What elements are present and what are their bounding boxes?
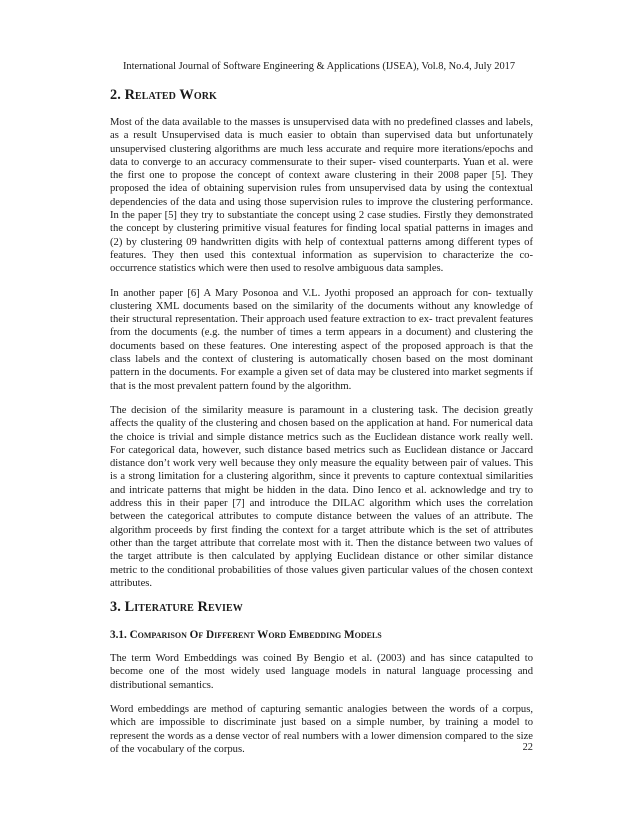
paragraph: The term Word Embeddings was coined By Bengio et al. (2003) and has since catapulted to become one of the most widely used language models in natural language processing and distributional semantics. [110, 653, 533, 691]
paragraph: The decision of the similarity measure is paramount in a clustering task. The decision greatly affects the quality of the clustering and chosen based on the application at hand. For numerical data the choice is trivial and simple distance metrics such as the Euclidean distance work really well. For categorical data, however, such distance based metrics such as Euclidean distance or Jaccard distance don’t work very well because they only measure the equality between pair of values. This is a strong limitation for a clustering algorithm, since it prevents to capture contextual similarities and intricate patterns that might be hidden in the data. Dino Ienco et al. acknowledge and try to address this in their paper [7] and introduce the DILAC algorithm which uses the correlation between the categorical attributes to compute distance between the values of an attribute. The algorithm proceeds by first finding the context for a target attribute which is the set of attributes other than the target attribute that correlate most with it. Then the distance between two values of the target attribute is then calculated by applying Euclidean distance or other similar distance metric to the conditional probabilities of those values given particular values of the chosen context attributes. [110, 404, 533, 589]
page-content [110, 84, 533, 767]
subsection-heading: 3.1. Comparison Of Different Word Embedding Models [110, 629, 382, 642]
page-number: 22 [522, 742, 533, 753]
section-heading-related-work: 2. Related Work [110, 87, 217, 103]
running-head: International Journal of Software Engineering & Applications (IJSEA), Vol.8, No.4, July 2017 [122, 61, 516, 72]
paragraph: In another paper [6] A Mary Posonoa and V.L. Jyothi proposed an approach for con- textually clustering XML documents based on the similarity of the documents without any knowledge of their structural representation. Their approach used feature extraction to ex- tract prevalent features from the documents (e.g. the number of times a term appears in a document) and clustering the documents based on these features. One interesting aspect of the proposed approach is that the class labels and the context of clustering is automatically chosen based on the most dominant pattern in the documents. For example a given set of data may be clustered into market segments if that is the most prevalent pattern found by the algorithm. [110, 287, 533, 392]
paragraph: Word embeddings are method of capturing semantic analogies between the words of a corpus, which are impossible to discriminate just based on a simple number, by training a model to represent the words as a dense vector of real numbers with a lower dimension compared to the size of the vocabulary of the corpus. [110, 703, 533, 755]
paragraph: Most of the data available to the masses is unsupervised data with no predefined classes and labels, as a result Unsupervised data is much easier to obtain than supervised data but unfortunately unsupervised clustering algorithms are much less accurate and require more iterations/epochs and data to converge to an accuracy commensurate to their super- vised counterparts. Yuan et al. were the first one to propose the concept of context aware clustering in their 2008 paper [5]. They proposed the idea of obtaining supervision rules from unsupervised data by using the contextual dependencies of the data and using those supervision rules to improve the clustering performance. In the paper [5] they try to substantiate the concept using 2 case studies. Firstly they demonstrated the concept by clustering primitive visual features for finding local spatial patterns in images and (2) by clustering 09 handwritten digits with help of contextual patterns among different types of features. They then used this contextual information as supervision to characterize the co-occurrence statistics which were then used to resolve ambiguous data samples. [110, 117, 533, 275]
section-heading-literature-review: 3. Literature Review [110, 599, 243, 616]
